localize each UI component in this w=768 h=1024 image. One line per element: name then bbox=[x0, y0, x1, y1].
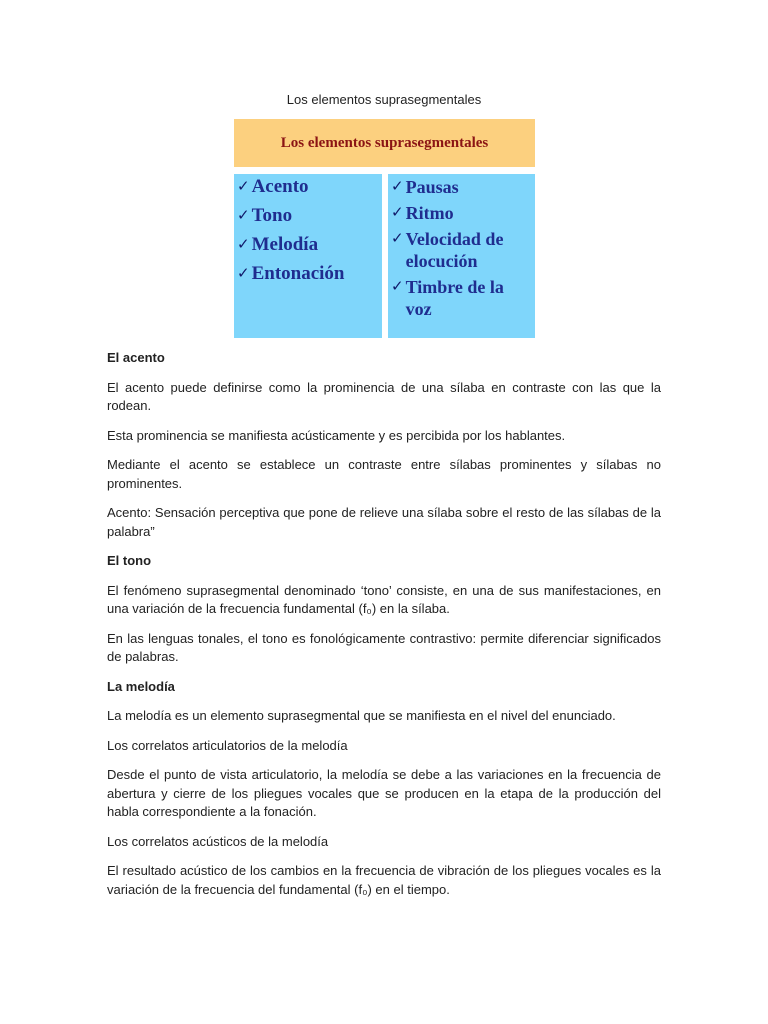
figure-item-entonacion bbox=[237, 263, 378, 285]
figure-right-column bbox=[388, 174, 535, 338]
figure-item-label: Acento bbox=[251, 176, 309, 197]
checkmark-icon: ✓ bbox=[237, 237, 250, 253]
figure-item-velocidad bbox=[391, 228, 531, 272]
checkmark-icon: ✓ bbox=[237, 208, 250, 224]
paragraph: La melodía es un elemento suprasegmental que se manifiesta en el nivel del enunciado. bbox=[107, 708, 616, 723]
paragraph: El acento puede definirse como la prominencia de una sílaba en contraste con las que la rodean. bbox=[107, 379, 661, 413]
figure-item-ritmo bbox=[391, 202, 531, 224]
figure-item-label: Ritmo bbox=[405, 203, 454, 223]
paragraph: El fenómeno suprasegmental denominado ‘tono’ consiste, en una de sus manifestaciones, en una variación de la frecuencia fundamental (f₀) en la sílaba. bbox=[107, 582, 661, 616]
paragraph: Desde el punto de vista articulatorio, la melodía se debe a las variaciones en la frecuencia de abertura y cierre de los pliegues vocales que se producen en la etapa de la producción del habla correspondiente a la fonación. bbox=[107, 767, 661, 819]
checkmark-icon: ✓ bbox=[391, 179, 404, 195]
checkmark-icon: ✓ bbox=[391, 279, 404, 295]
document-title: Los elementos suprasegmentales bbox=[286, 92, 482, 107]
paragraph: El resultado acústico de los cambios en la frecuencia de vibración de los pliegues vocales es la variación de la frecuencia del fundamental (f₀) en el tiempo. bbox=[107, 863, 661, 897]
paragraph: Esta prominencia se manifiesta acústicamente y es percibida por los hablantes. bbox=[107, 427, 566, 443]
figure-item-label: Pausas bbox=[405, 177, 459, 197]
figure-item-tono bbox=[237, 205, 378, 227]
figure-item-label: Melodía bbox=[251, 234, 319, 255]
figure-item-timbre bbox=[391, 276, 531, 320]
section-heading-acento: El acento bbox=[107, 350, 165, 365]
subheading: Los correlatos articulatorios de la melodía bbox=[107, 737, 348, 753]
figure-item-label: Velocidad de elocución bbox=[405, 229, 504, 271]
subheading: Los correlatos acústicos de la melodía bbox=[107, 833, 329, 849]
checkmark-icon: ✓ bbox=[237, 179, 250, 195]
checkmark-icon: ✓ bbox=[237, 266, 250, 282]
figure-item-pausas bbox=[391, 176, 531, 198]
figure-item-acento bbox=[237, 176, 378, 198]
section-heading-tono: El tono bbox=[107, 553, 152, 568]
checkmark-icon: ✓ bbox=[391, 205, 404, 221]
checkmark-icon: ✓ bbox=[391, 231, 404, 247]
figure-item-label: Entonación bbox=[251, 263, 345, 284]
figure-item-label: Tono bbox=[251, 205, 293, 226]
suprasegmental-elements-figure bbox=[234, 119, 535, 338]
figure-item-label: Timbre de la voz bbox=[405, 277, 504, 319]
figure-left-column bbox=[234, 174, 382, 338]
paragraph: Acento: Sensación perceptiva que pone de relieve una sílaba sobre el resto de las sílabas de la palabra” bbox=[107, 505, 661, 539]
paragraph: Mediante el acento se establece un contraste entre sílabas prominentes y sílabas no prominentes. bbox=[107, 457, 661, 491]
paragraph: En las lenguas tonales, el tono es fonológicamente contrastivo: permite diferenciar significados de palabras. bbox=[107, 630, 661, 664]
figure-item-melodia bbox=[237, 234, 378, 256]
document-body bbox=[107, 349, 661, 910]
section-heading-melodia: La melodía bbox=[107, 678, 175, 694]
figure-header: Los elementos suprasegmentales bbox=[234, 119, 535, 167]
